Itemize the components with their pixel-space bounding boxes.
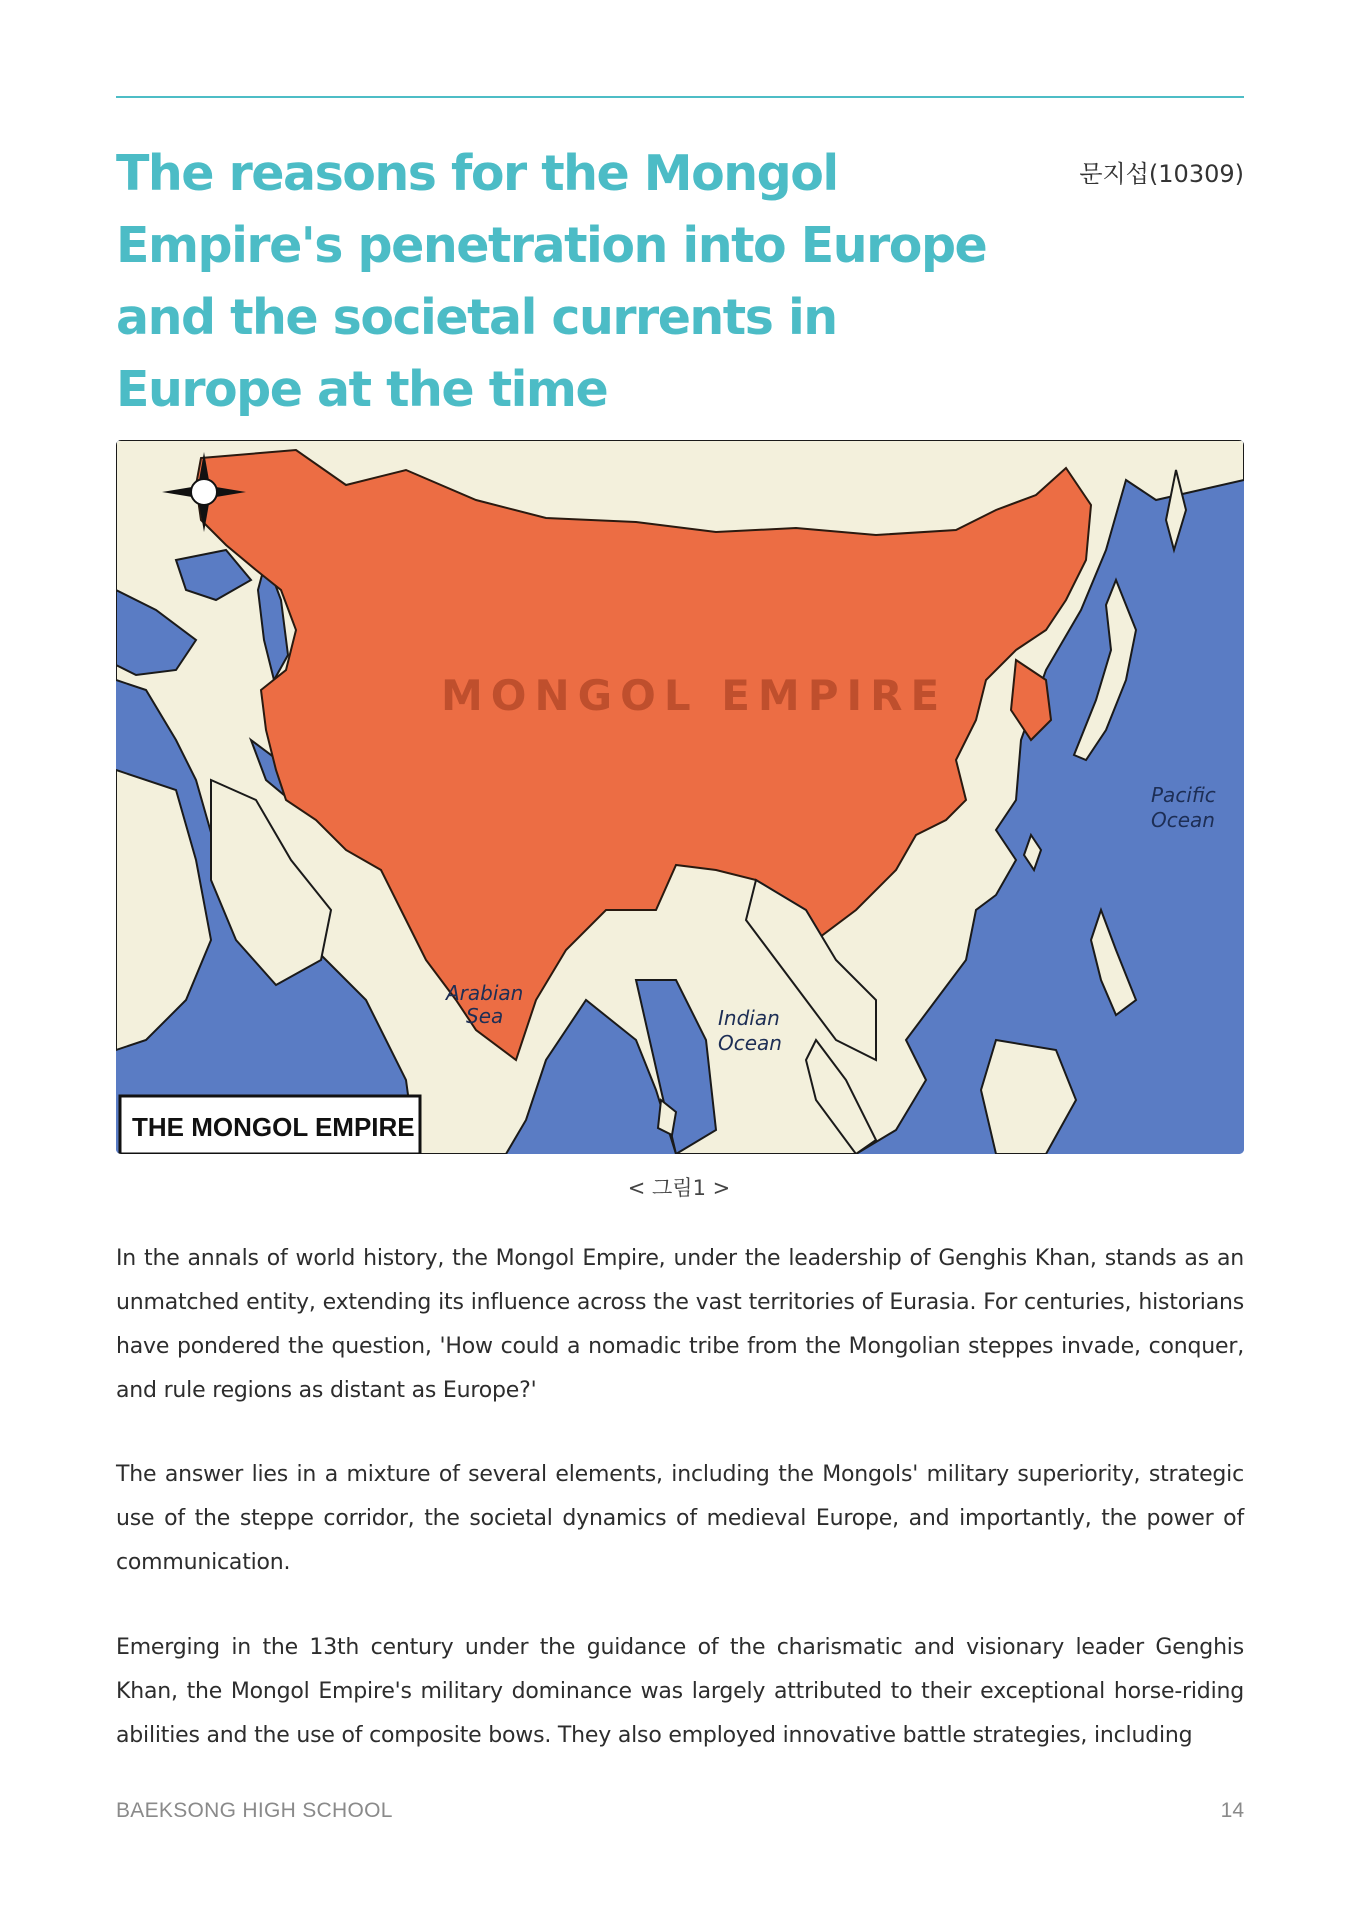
body-paragraph: Emerging in the 13th century under the guidance of the charismatic and visionary leader Genghis Khan, the Mongol Empire's military dominance was largely attributed to their exceptional horse-riding abilities and the use of composite bows. They also employed innovative battle strategies, including (116, 1635, 1244, 1748)
figure-caption: < 그림1 > (627, 1176, 731, 1200)
map-title: MONGOL EMPIRE (441, 671, 948, 720)
label-pacific-ocean-2: Ocean (1151, 808, 1215, 832)
footer-school-name: BAEKSONG HIGH SCHOOL (116, 1799, 393, 1822)
body-paragraph: In the annals of world history, the Mongol Empire, under the leadership of Genghis Khan, stands as an unmatched entity, extending its influence across the vast territories of Eurasia. For centuries, historians have pondered the question, 'How could a nomadic tribe from the Mongolian steppes invade, conquer, and rule regions as distant as Europe?' (116, 1246, 1244, 1403)
page-title: The reasons for the Mongol Empire's penetration into Europe and the societal currents in Europe at the time (116, 145, 987, 418)
label-indian-ocean-2: Ocean (718, 1031, 782, 1055)
label-indian-ocean: Indian (718, 1006, 780, 1030)
label-arabian-sea: Arabian (446, 981, 524, 1005)
mongol-empire-map (116, 440, 1244, 1154)
header-rule (116, 96, 1244, 98)
label-arabian-sea-2: Sea (466, 1004, 504, 1028)
author-name: 문지섭(10309) (1079, 160, 1244, 188)
map-label-text: THE MONGOL EMPIRE (132, 1112, 415, 1142)
label-pacific-ocean: Pacific (1151, 783, 1216, 807)
body-paragraph: The answer lies in a mixture of several elements, including the Mongols' military superiority, strategic use of the steppe corridor, the societal dynamics of medieval Europe, and importantly, the power of communication. (116, 1462, 1244, 1575)
page-number: 14 (1220, 1799, 1244, 1822)
